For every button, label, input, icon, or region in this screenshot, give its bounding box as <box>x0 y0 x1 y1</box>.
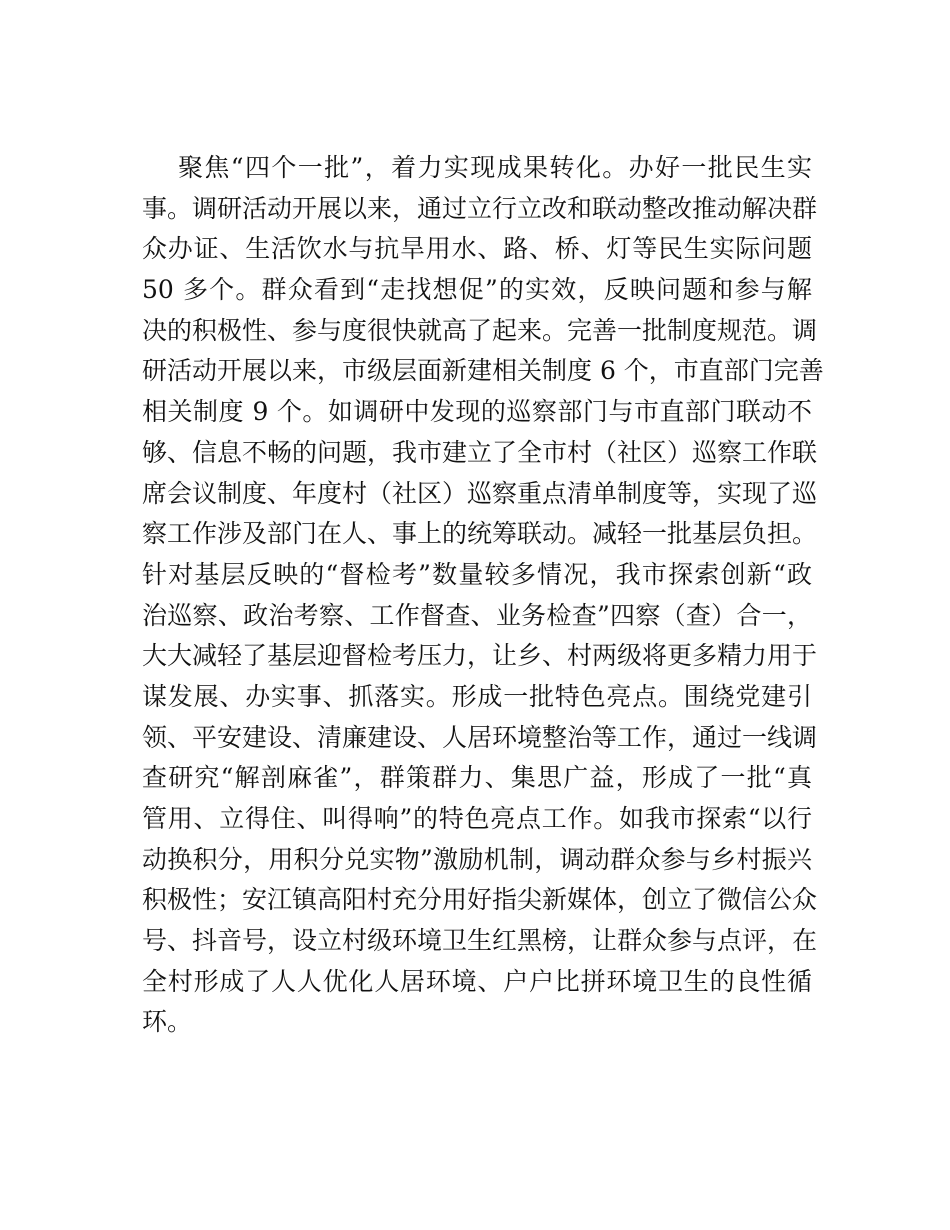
paragraph-line: 治巡察、政治考察、工作督查、业务检查”四察（查）合一， <box>142 600 812 630</box>
paragraph-line: 50 多个。群众看到“走找想促”的实效，反映问题和参与解 <box>142 275 812 305</box>
paragraph-line: 聚焦“四个一批”，着力实现成果转化。办好一批民生实 <box>178 153 812 182</box>
paragraph-line: 环。 <box>142 1007 193 1037</box>
paragraph-line: 大大减轻了基层迎督检考压力，让乡、村两级将更多精力用于 <box>142 641 818 671</box>
paragraph-line: 管用、立得住、叫得响”的特色亮点工作。如我市探索“以行 <box>142 804 812 833</box>
paragraph-line: 决的积极性、参与度很快就高了起来。完善一批制度规范。调 <box>142 315 818 345</box>
paragraph-line: 号、抖音号，设立村级环境卫生红黑榜，让群众参与点评，在 <box>142 926 818 956</box>
paragraph-line: 谋发展、办实事、抓落实。形成一批特色亮点。围绕党建引 <box>142 681 812 711</box>
paragraph-line: 动换积分，用积分兑实物”激励机制，调动群众参与乡村振兴 <box>142 844 812 874</box>
paragraph-line: 查研究“解剖麻雀”，群策群力、集思广益，形成了一批“真 <box>142 763 812 793</box>
paragraph-line: 席会议制度、年度村（社区）巡察重点清单制度等，实现了巡 <box>142 478 818 508</box>
paragraph-line: 事。调研活动开展以来，通过立行立改和联动整改推动解决群 <box>142 193 818 223</box>
paragraph-line: 察工作涉及部门在人、事上的统筹联动。减轻一批基层负担。 <box>142 519 818 549</box>
paragraph-line: 领、平安建设、清廉建设、人居环境整治等工作，通过一线调 <box>142 722 818 752</box>
paragraph-line: 相关制度 9 个。如调研中发现的巡察部门与市直部门联动不 <box>142 397 812 427</box>
body-paragraph <box>142 148 824 1043</box>
paragraph-line: 针对基层反映的“督检考”数量较多情况，我市探索创新“政 <box>142 559 812 589</box>
paragraph-line: 够、信息不畅的问题，我市建立了全市村（社区）巡察工作联 <box>142 437 818 467</box>
paragraph-line: 积极性；安江镇高阳村充分用好指尖新媒体，创立了微信公众 <box>142 885 818 915</box>
paragraph-line: 全村形成了人人优化人居环境、户户比拼环境卫生的良性循 <box>142 966 812 996</box>
paragraph-line: 众办证、生活饮水与抗旱用水、路、桥、灯等民生实际问题 <box>142 234 812 264</box>
paragraph-line: 研活动开展以来，市级层面新建相关制度 6 个，市直部门完善 <box>142 356 824 386</box>
